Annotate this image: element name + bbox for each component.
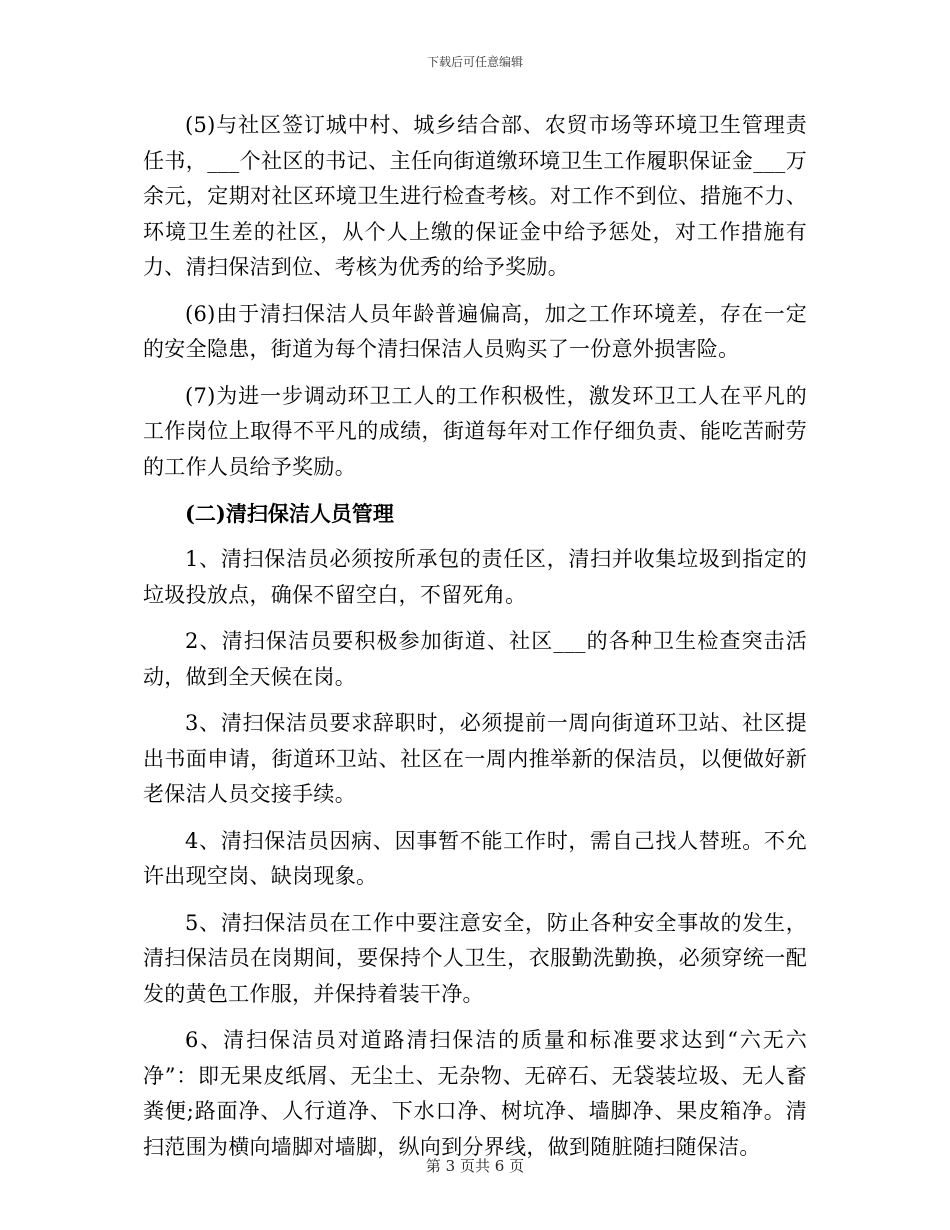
section-heading: (二)清扫保洁人员管理 [185,501,394,526]
page-header-note: 下载后可任意编辑 [426,55,523,69]
paragraph-7: (7)为进一步调动环卫工人的工作积极性，激发环卫工人在平凡的工作岗位上取得不平凡的成绩，街道每年对工作仔细负责、能吃苦耐劳的工作人员给予奖励。 [143,383,807,479]
rule-paragraph-5: 5、清扫保洁员在工作中要注意安全，防止各种安全事故的发生，清扫保洁员在岗期间，要保持个人卫生，衣服勤洗勤换，必须穿统一配发的黄色工作服，并保持着装干净。 [143,910,807,1006]
rule-paragraph-1: 1、清扫保洁员必须按所承包的责任区，清扫并收集垃圾到指定的垃圾投放点，确保不留空白，不留死角。 [143,547,807,607]
rule-paragraph-6: 6、清扫保洁员对道路清扫保洁的质量和标准要求达到“六无六净”：即无果皮纸屑、无尘土、无杂物、无碎石、无袋装垃圾、无人畜粪便;路面净、人行道净、下水口净、树坑净、墙脚净、果皮箱净。清扫范围为横向墙脚对墙脚，纵向到分界线，做到随脏随扫随保洁。 [143,1028,807,1159]
paragraph-6: (6)由于清扫保洁人员年龄普遍偏高，加之工作环境差，存在一定的安全隐患，街道为每个清扫保洁人员购买了一份意外损害险。 [143,301,807,361]
document-body [143,108,807,1176]
paragraph-5: (5)与社区签订城中村、城乡结合部、农贸市场等环境卫生管理责任书，___个社区的书记、主任向街道缴环境卫生工作履职保证金___万余元，定期对社区环境卫生进行检查考核。对工作不到位、措施不力、环境卫生差的社区，从个人上缴的保证金中给予惩处，对工作措施有力、清扫保洁到位、考核为优秀的给予奖励。 [143,113,807,279]
rule-paragraph-2: 2、清扫保洁员要积极参加街道、社区___的各种卫生检查突击活动，做到全天候在岗。 [143,629,807,689]
rule-paragraph-3: 3、清扫保洁员要求辞职时，必须提前一周向街道环卫站、社区提出书面申请，街道环卫站、社区在一周内推举新的保洁员，以便做好新老保洁人员交接手续。 [143,711,807,806]
rule-paragraph-4: 4、清扫保洁员因病、因事暂不能工作时，需自己找人替班。不允许出现空岗、缺岗现象。 [143,828,807,888]
page-number: 第 3 页共 6 页 [425,1157,525,1175]
